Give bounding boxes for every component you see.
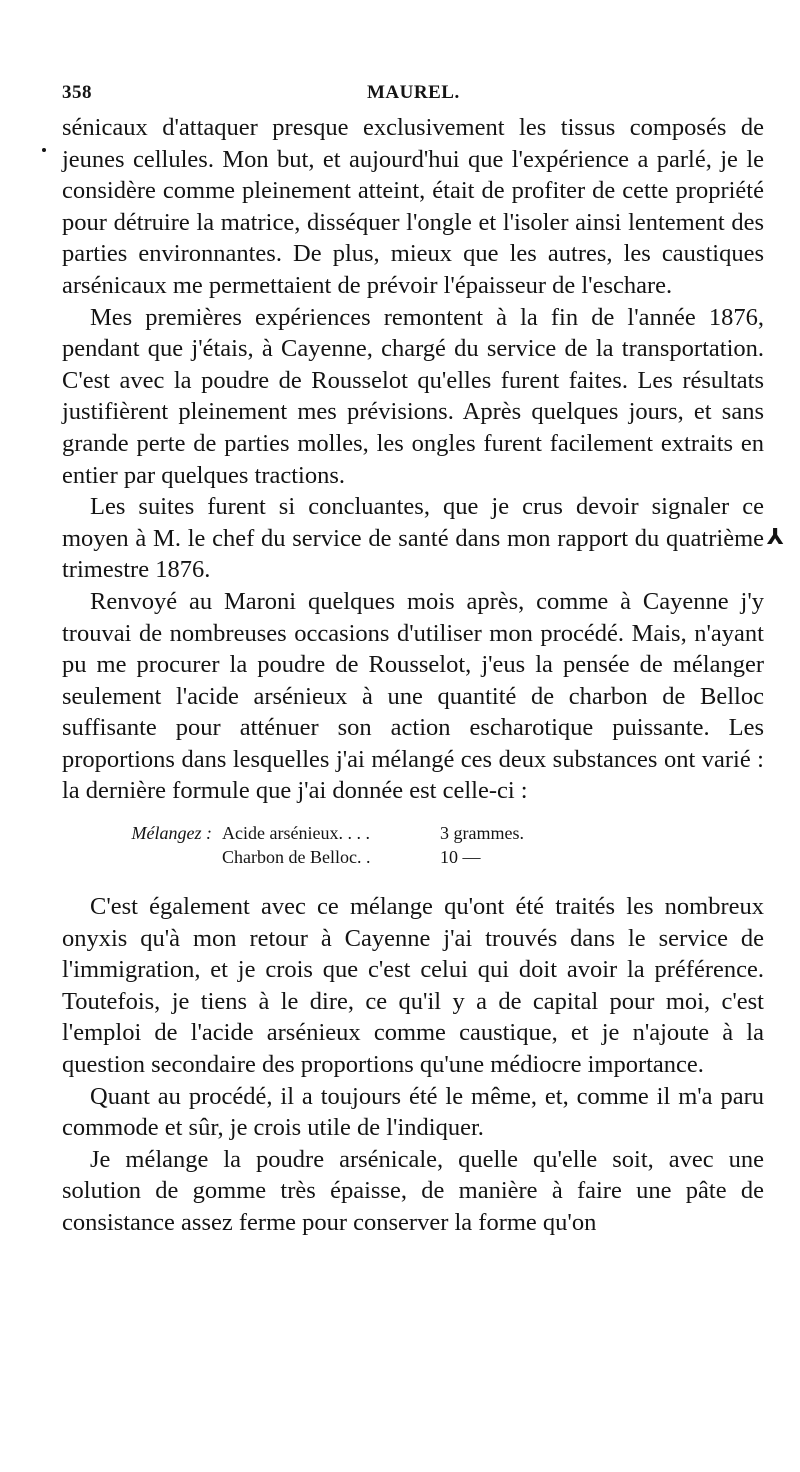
paragraph: Les suites furent si concluantes, que je crus devoir signaler ce moyen à M. le chef du service de santé dans mon rapport du quatrième trimestre 1876. xyxy=(62,493,764,584)
margin-dot xyxy=(42,148,46,152)
formula-quantity: 10 — xyxy=(440,847,481,868)
paragraph: Je mélange la poudre arsénicale, quelle qu'elle soit, avec une solution de gomme très épaisse, de manière à faire une pâte de consistance assez ferme pour conserver la forme qu'on xyxy=(62,1145,764,1236)
paragraph: C'est également avec ce mélange qu'ont été traités les nombreux onyxis qu'à mon retour à Cayenne j'ai trouvés dans le service de l'immigration, et je crois que c'est celui qui doit avoir la préférence. Toutefois, je tiens à le dire, ce qu'il y a de capital pour moi, c'est l'emploi de l'acide arsénieux comme caustique, et je n'ajoute à la question secondaire des proportions qu'une médiocre importance. xyxy=(62,893,764,1079)
formula-substance: Acide arsénieux. . . . xyxy=(222,823,370,844)
paragraph: Quant au procédé, il a toujours été le même, et, comme il m'a paru commode et sûr, je crois utile de l'indiquer. xyxy=(62,1082,764,1142)
margin-mark-icon: ⅄ xyxy=(767,524,784,549)
formula-row xyxy=(62,821,764,845)
formula-row xyxy=(62,845,764,869)
paragraph: sénicaux d'attaquer presque exclusivement les tissus composés de jeunes cellules. Mon but, et aujourd'hui que l'expérience a parlé, je le considère comme pleinement atteint, était de profiter de cette propriété pour détruire la matrice, disséquer l'ongle et l'isoler ainsi lentement des parties environnantes. De plus, mieux que les autres, les caustiques arsénicaux me permettaient de prévoir l'épaisseur de l'eschare. xyxy=(62,114,764,299)
running-head: MAUREL. xyxy=(367,82,460,103)
paragraph: Mes premières expériences remontent à la fin de l'année 1876, pendant que j'étais, à Cayenne, chargé du service de la transportation. C'est avec la poudre de Rousselot qu'elles furent faites. Les résultats justifièrent pleinement mes prévisions. Après quelques jours, et sans grande perte de parties molles, les ongles furent facilement extraits en entier par quelques tractions. xyxy=(62,303,764,489)
formula-label: Mélangez : xyxy=(131,823,212,844)
formula-substance: Charbon de Belloc. . xyxy=(222,847,371,868)
formula-block xyxy=(62,821,764,869)
formula-label-spacer xyxy=(62,845,222,869)
paragraph: Renvoyé au Maroni quelques mois après, comme à Cayenne j'y trouvai de nombreuses occasions d'utiliser mon procédé. Mais, n'ayant pu me procurer la poudre de Rousselot, j'eus la pensée de mélanger seulement l'acide arsénieux à une quantité de charbon de Belloc suffisante pour atténuer son action escharotique puissante. Les proportions dans lesquelles j'ai mélangé ces deux substances ont varié : la dernière formule que j'ai donnée est celle-ci : xyxy=(62,587,764,805)
page-body xyxy=(62,112,764,1239)
formula-quantity: 3 grammes. xyxy=(440,823,524,844)
page-number: 358 xyxy=(62,82,92,103)
page-header xyxy=(62,82,764,112)
